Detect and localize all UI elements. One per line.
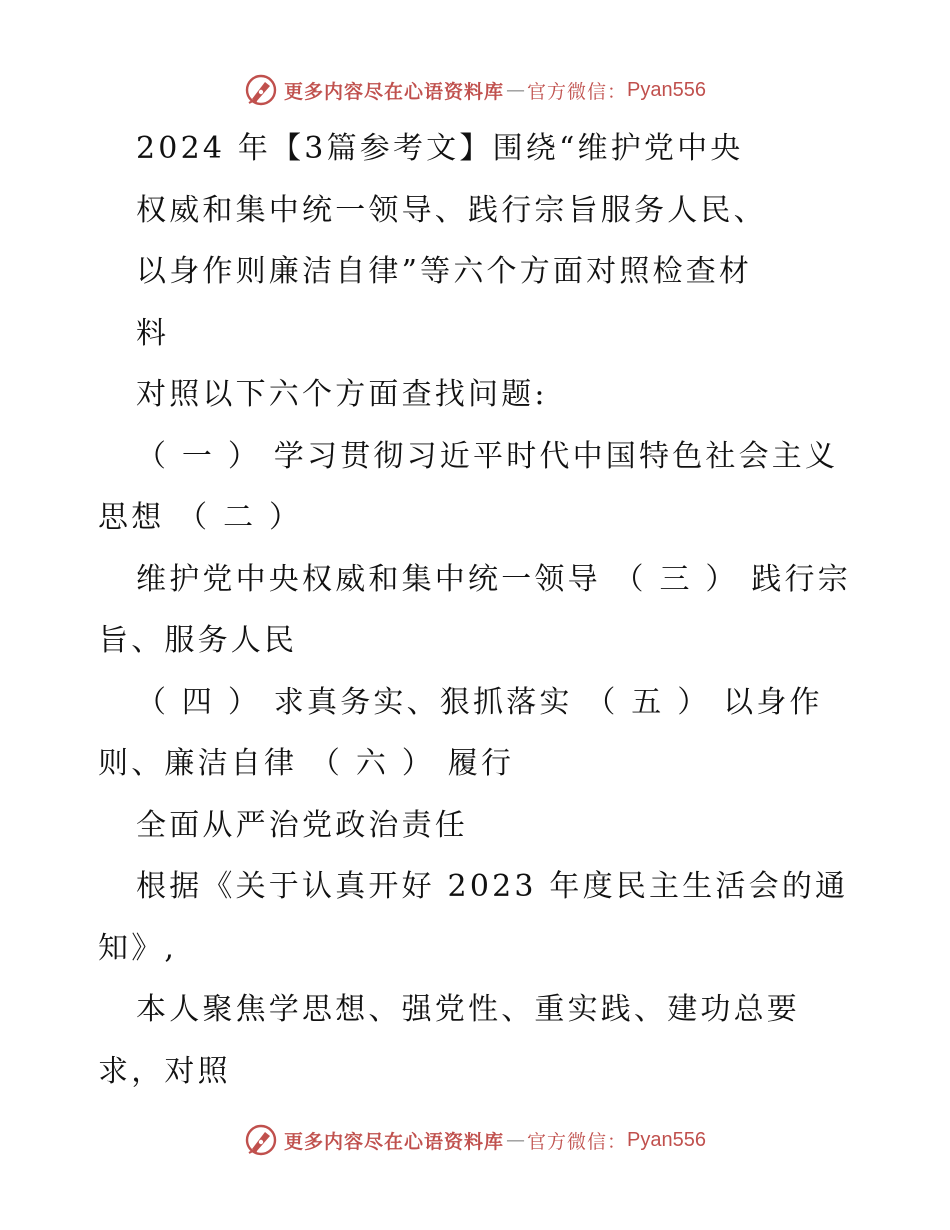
text-line: 思想 （ 二 ） (98, 500, 303, 535)
banner-dash: — (506, 1129, 526, 1151)
text-line: 权威和集中统一领导、践行宗旨服务人民、 (136, 192, 767, 228)
text-line: 对照以下六个方面查找问题: (136, 377, 548, 412)
text-line: 以身作则廉洁自律”等六个方面对照检查材 (136, 254, 753, 289)
banner-wechat-label: 官方微信： (527, 80, 628, 103)
document-body (98, 118, 888, 1102)
footer-banner (0, 1120, 950, 1160)
pen-nib-circle-icon (244, 1123, 278, 1157)
pen-nib-circle-icon (244, 73, 278, 107)
text-line: 旨、服务人民 (98, 623, 298, 658)
text-line: （ 四 ） 求真务实、狠抓落实 （ 五 ） 以身作 (136, 684, 823, 720)
banner-dash: — (506, 79, 526, 101)
text-line: 本人聚焦学思想、强党性、重实践、建功总要 (136, 992, 800, 1027)
banner-wechat-handle: Pyan556 (627, 1128, 706, 1151)
text-line: （ 一 ） 学习贯彻习近平时代中国特色社会主义 (136, 438, 839, 474)
text-line: 2024 年【3篇参考文】围绕“维护党中央 (136, 131, 744, 166)
text-line: 维护党中央权威和集中统一领导 （ 三 ） 践行宗 (136, 561, 851, 597)
text-line: 知》, (98, 930, 178, 966)
banner-site-name: 更多内容尽在心语资料库 (284, 80, 505, 103)
banner-wechat-handle: Pyan556 (627, 78, 706, 101)
text-line: 全面从严治党政治责任 (136, 807, 468, 843)
text-line: 求，对照 (98, 1053, 231, 1089)
header-banner (0, 70, 950, 110)
text-line: 料 (136, 315, 170, 351)
banner-wechat-label: 官方微信： (527, 1130, 628, 1153)
banner-site-name: 更多内容尽在心语资料库 (284, 1130, 505, 1153)
text-line: 则、廉洁自律 （ 六 ） 履行 (98, 746, 515, 781)
text-line: 根据《关于认真开好 2023 年度民主生活会的通 (136, 869, 849, 904)
